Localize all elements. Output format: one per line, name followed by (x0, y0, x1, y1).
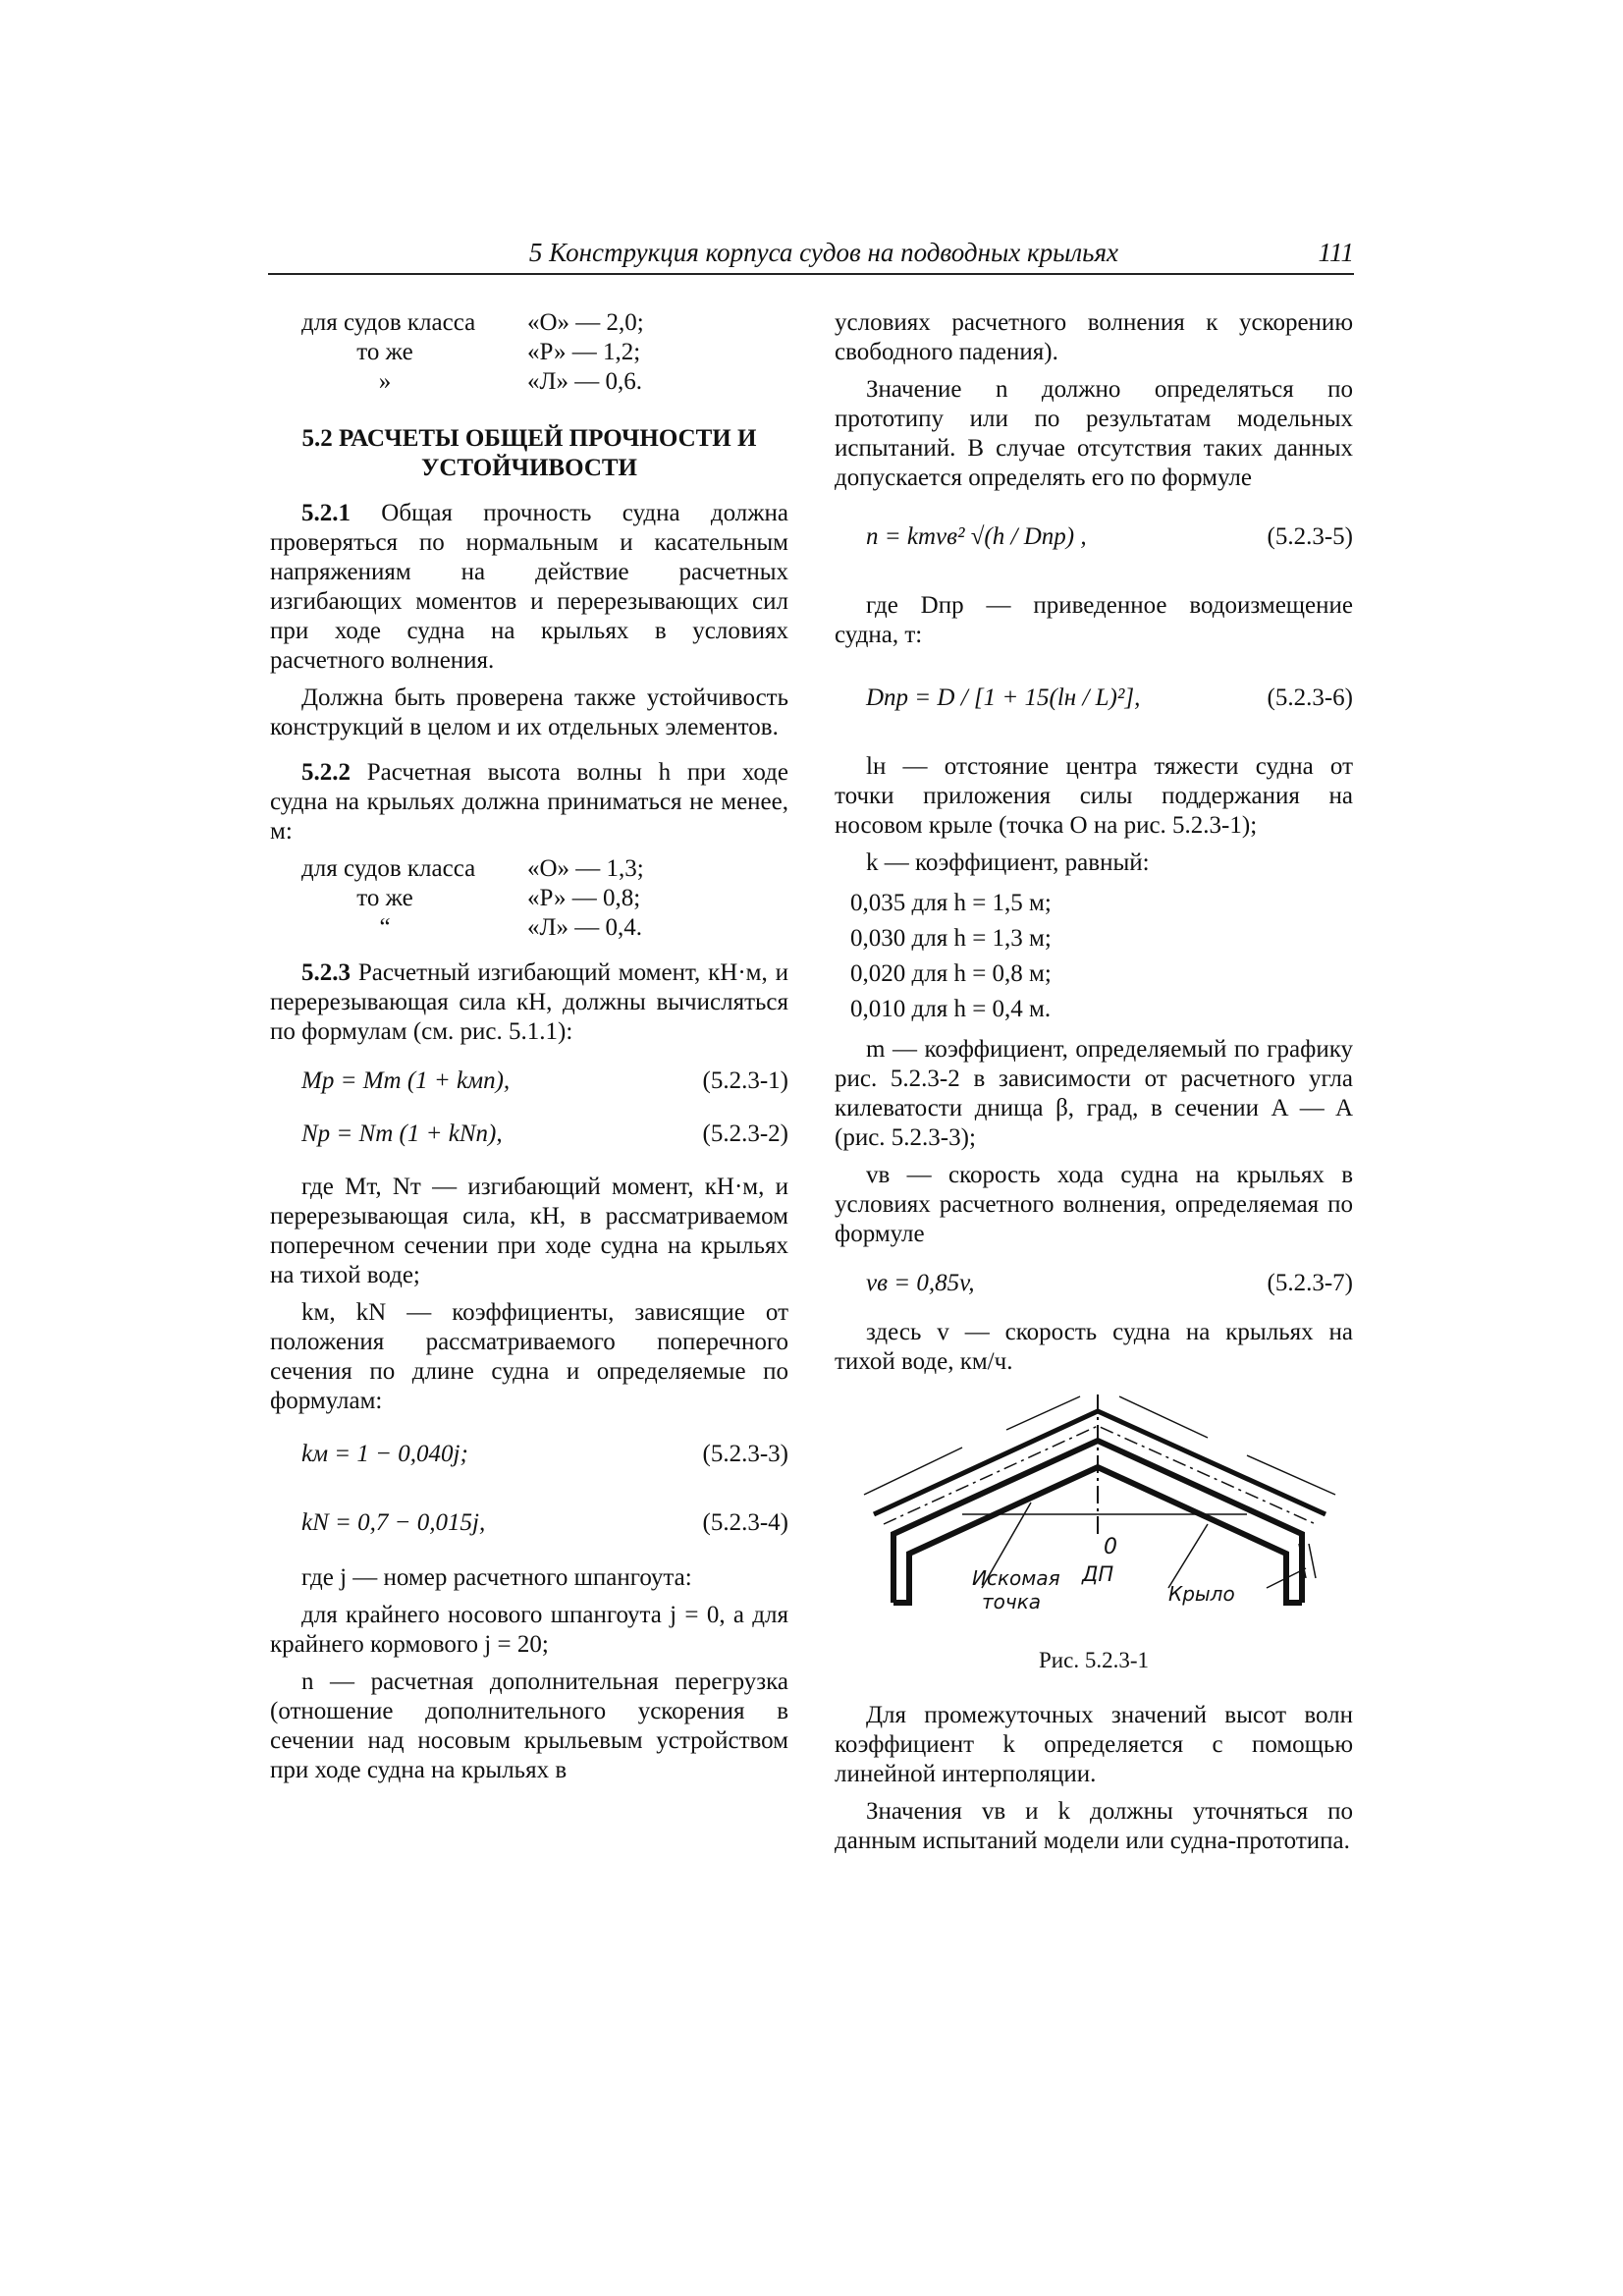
class-label: то же (356, 885, 413, 911)
formula-5-2-3-6 (835, 683, 1353, 713)
point-o-label: 0 (1104, 1535, 1117, 1559)
page-number: 111 (1318, 238, 1354, 267)
formula-5-2-3-2 (270, 1120, 788, 1149)
left-column (270, 308, 788, 1793)
paragraph-5-2-2: 5.2.2 Расчетная высота волны h при ходе судна на крыльях должна приниматься не менее, м: (270, 759, 789, 845)
paragraph-continuation: условиях расчетного волнения к ускорению свободного падения). (835, 309, 1353, 365)
wing-label: Крыло (1168, 1582, 1235, 1606)
class-list-1 (301, 308, 788, 397)
k-value: 0,010 для h = 0,4 м. (850, 996, 1052, 1022)
figure-5-2-3-1 (835, 1387, 1353, 1642)
definition: здесь v — скорость судна на крыльях на тихой воде, км/ч. (835, 1319, 1353, 1375)
formula-5-2-3-5 (835, 522, 1353, 552)
formula-number: (5.2.3-7) (1267, 1270, 1353, 1296)
definition: где j — номер расчетного шпангоута: (301, 1564, 692, 1591)
paragraph-5-2-3: 5.2.3 Расчетный изгибающий момент, кН·м, и перерезывающая сила кН, должны вычисляться по формулам (см. рис. 5.1.1): (270, 959, 788, 1045)
k-values-list (850, 886, 1353, 1027)
formula-5-2-3-3 (270, 1440, 788, 1469)
class-value: «Р» — 0,8; (527, 885, 641, 911)
k-value: 0,020 для h = 0,8 м; (850, 960, 1052, 987)
formula-expression: Nр = Nт (1 + kNn), (301, 1121, 503, 1147)
right-column (835, 308, 1353, 1864)
running-header (268, 238, 1354, 275)
class-label: то же (356, 339, 413, 365)
sought-point-label-1: Искомая (972, 1566, 1060, 1590)
paragraph: Значения vв и k должны уточняться по данным испытаний модели или судна-прототипа. (835, 1798, 1353, 1854)
clause-number: 5.2.1 (301, 500, 351, 526)
formula-expression: Dпр = D / [1 + 15(lн / L)²], (866, 684, 1141, 711)
definition: n — расчетная дополнительная перегрузка (отношение дополнительного ускорения в сечении над носовым крыльевым устройством при ходе судна на крыльях в (270, 1668, 788, 1783)
formula-number: (5.2.3-4) (702, 1509, 788, 1536)
dimension-line (1119, 1396, 1208, 1438)
definition: где Dпр — приведенное водоизмещение судна, т: (835, 592, 1353, 648)
class-value: «Л» — 0,4. (527, 914, 642, 941)
definition: для крайнего носового шпангоута j = 0, а для крайнего кормового j = 20; (270, 1602, 788, 1658)
figure-caption: Рис. 5.2.3-1 (1039, 1648, 1149, 1672)
class-value: «Л» — 0,6. (527, 368, 642, 395)
leader-line (1168, 1524, 1208, 1588)
class-label: » (378, 368, 392, 395)
k-value: 0,035 для h = 1,5 м; (850, 890, 1052, 916)
section-heading: 5.2 РАСЧЕТЫ ОБЩЕЙ ПРОЧНОСТИ И УСТОЙЧИВОСТИ (301, 425, 757, 481)
formula-number: (5.2.3-3) (702, 1441, 788, 1467)
class-value: «Р» — 1,2; (527, 339, 641, 365)
k-value: 0,030 для h = 1,3 м; (850, 925, 1052, 952)
class-value: «О» — 2,0; (527, 309, 644, 336)
wing-top-surface (874, 1411, 1325, 1514)
formula-expression: kм = 1 − 0,040j; (301, 1441, 468, 1467)
definition: k — коэффициент, равный: (866, 849, 1150, 876)
chapter-title: 5 Конструкция корпуса судов на подводных крыльях (528, 238, 1118, 267)
formula-expression: vв = 0,85v, (866, 1270, 975, 1296)
clause-number: 5.2.3 (301, 959, 351, 986)
thickness-mark (1309, 1544, 1316, 1578)
formula-number: (5.2.3-1) (702, 1067, 788, 1094)
class-label: для судов класса (301, 309, 476, 336)
formula-number: (5.2.3-6) (1267, 684, 1353, 711)
dimension-line (1247, 1455, 1335, 1495)
class-value: «О» — 1,3; (527, 855, 644, 882)
class-list-2 (301, 854, 788, 943)
paragraph: Должна быть проверена также устойчивость конструкций в целом и их отдельных элементов. (270, 684, 788, 740)
formula-expression: Mр = Mт (1 + kмn), (301, 1067, 511, 1094)
wing-diagram (835, 1387, 1353, 1642)
paragraph: Значение n должно определяться по прототипу или по результатам модельных испытаний. В случае отсутствия таких данных допускается определять его по формуле (835, 376, 1353, 491)
clause-number: 5.2.2 (301, 759, 351, 786)
formula-number: (5.2.3-5) (1267, 523, 1353, 550)
dimension-line (864, 1448, 962, 1495)
paragraph-5-2-1: 5.2.1 Общая прочность судна должна проверяться по нормальным и касательным напряжениям на действие расчетных изгибающих моментов и перерезывающих сил при ходе судна на крыльях в условиях расчетного волнения. (270, 500, 789, 674)
formula-5-2-3-1 (270, 1066, 788, 1096)
definition: где Mт, Nт — изгибающий момент, кН·м, и перерезывающая сила, кН, в рассматриваемом поперечном сечении при ходе судна на крыльях на тихой воде; (270, 1174, 788, 1288)
definition: m — коэффициент, определяемый по графику рис. 5.2.3-2 в зависимости от расчетного угла килеватости днища β, град, в сечении A — A (рис. 5.2.3-3); (835, 1036, 1353, 1151)
formula-expression: n = kmvв² √(h / Dпр) , (866, 523, 1087, 550)
sought-point-label-2: точка (982, 1590, 1042, 1613)
definition: lн — отстояние центра тяжести судна от точки приложения силы поддержания на носовом крыле (точка О на рис. 5.2.3-1); (835, 753, 1353, 839)
paragraph: Для промежуточных значений высот волн коэффициент k определяется с помощью линейной интерполяции. (835, 1702, 1353, 1787)
definition: vв — скорость хода судна на крыльях в условиях расчетного волнения, определяемая по формуле (835, 1162, 1353, 1247)
formula-number: (5.2.3-2) (702, 1121, 788, 1147)
dp-label: ДП (1082, 1562, 1114, 1586)
class-label: “ (379, 914, 391, 941)
formula-5-2-3-7 (835, 1269, 1353, 1298)
definition: kм, kN — коэффициенты, зависящие от положения рассматриваемого поперечного сечения по длине судна и определяемые по формулам: (270, 1299, 788, 1414)
formula-expression: kN = 0,7 − 0,015j, (301, 1509, 486, 1536)
class-label: для судов класса (301, 855, 476, 882)
formula-5-2-3-4 (270, 1508, 788, 1538)
